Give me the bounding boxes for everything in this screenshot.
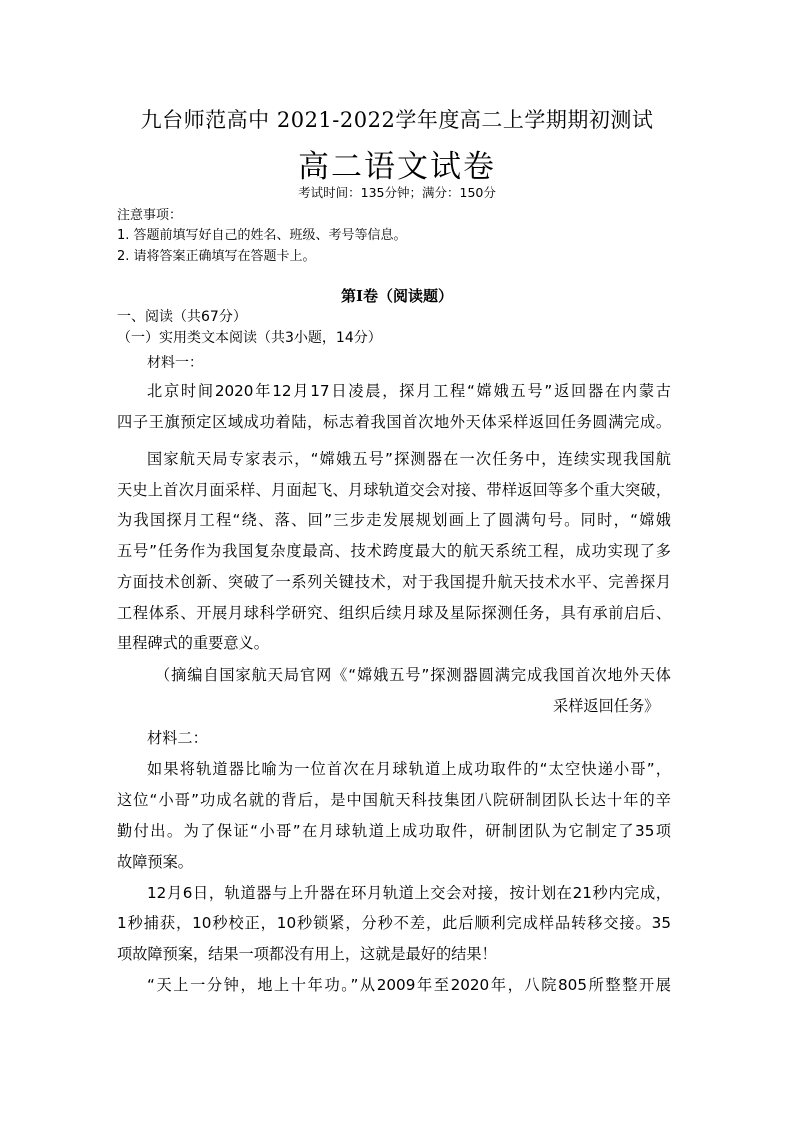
paragraph-line: 这位“小哥”功成名就的背后，是中国航天科技集团八院研制团队长达十年的辛 [117,791,671,809]
source-citation: （摘编自国家航天局官网《“嫦娥五号”探测器圆满完成我国首次地外天体 [155,666,671,684]
paper-subtitle: 高二语文试卷 [298,149,496,185]
paragraph-line: 国家航天局专家表示，“嫦娥五号”探测器在一次任务中，连续实现我国航 [147,450,671,468]
exam-info: 考试时间：135分钟；满分：150分 [298,185,496,200]
paragraph-line: 1秒捕获，10秒校正，10秒锁紧，分秒不差，此后顺利完成样品转移交接。35 [117,914,671,932]
part-heading: 一、阅读（共67分） [117,309,247,325]
exam-title: 九台师范高中 2021-2022学年度高二上学期期初测试 [140,108,654,132]
paragraph-line: 四子王旗预定区域成功着陆，标志着我国首次地外天体采样返回任务圆满完成。 [117,413,671,431]
paragraph-line: 为我国探月工程“绕、落、回”三步走发展规划画上了圆满句号。同时，“嫦娥 [117,511,671,529]
source-citation: 采样返回任务》 [553,697,660,715]
section-title: 第I卷（阅读题） [340,287,454,305]
paragraph-line: 方面技术创新、突破了一系列关键技术，对于我国提升航天技术水平、完善探月 [117,573,671,591]
material-label: 材料二： [147,729,208,747]
notice-item: 1. 答题前填写好自己的姓名、班级、考号等信息。 [117,228,407,243]
paragraph-line: 五号”任务作为我国复杂度最高、技术跨度最大的航天系统工程，成功实现了多 [117,542,671,560]
paragraph-line: 天史上首次月面采样、月面起飞、月球轨道交会对接、带样返回等多个重大突破， [117,481,671,499]
notice-item: 2. 请将答案正确填写在答题卡上。 [117,249,316,264]
paragraph-line: 项故障预案，结果一项都没有用上，这就是最好的结果！ [117,945,497,963]
paragraph-line: 工程体系、开展月球科学研究、组织后续月球及星际探测任务，具有承前启后、 [117,604,671,622]
paragraph-line: 勤付出。为了保证“小哥”在月球轨道上成功取件，研制团队为它制定了35项 [117,822,671,840]
paragraph-line: 故障预案。 [117,853,193,871]
material-label: 材料一： [147,355,203,371]
paragraph-line: 12月6日，轨道器与上升器在环月轨道上交会对接，按计划在21秒内完成， [147,884,671,902]
paragraph-line: “天上一分钟，地上十年功。”从2009年至2020年，八院805所整整开展 [147,976,671,994]
paragraph-line: 北京时间2020年12月17日凌晨，探月工程“嫦娥五号”返回器在内蒙古 [147,382,671,400]
paragraph-line: 如果将轨道器比喻为一位首次在月球轨道上成功取件的“太空快递小哥”， [147,760,671,778]
subpart-heading: （一）实用类文本阅读（共3小题，14分） [117,330,382,346]
paragraph-line: 里程碑式的重要意义。 [117,634,269,652]
notice-heading: 注意事项： [117,208,183,223]
